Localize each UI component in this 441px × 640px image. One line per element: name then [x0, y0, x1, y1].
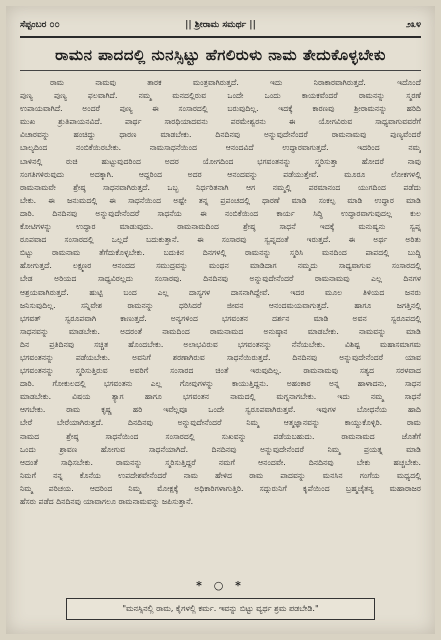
- body-line: ಸಾಧನವನ್ನು ಮಾಡಬೇಕು. ಅದರಂತೆ ನಾಮದಿಂದ ರಾಮನಾಮದ ಅನುಷ್ಠಾನ ಮಾಡಬೇಕು. ನಾಮವನ್ನು ಮಾಡಿ: [20, 326, 421, 336]
- body-line: ಉಪಾಯವಾಗಿದೆ. ಅಂದರೆ ಪುಣ್ಯ ಈ ಸಂಸಾರದಲ್ಲಿ ಬರುವುದಿಲ್ಲ. ಇದಕ್ಕೆ ಕಾರಣವು ಶ್ರೀರಾಮನನ್ನು ಹರಿದಿ: [20, 104, 421, 114]
- body-line: ಬೇಕು. ಈ ಜನುಮದಲ್ಲಿ ಈ ಸಾಧನೆಯಿಂದ ಅಷ್ಟೇ ತನ್ನ ಪ್ರಪಂಚದಲ್ಲಿ ಧಾರಣೆ ಮಾಡಿ ಸಂಕಲ್ಪ ಮಾಡಿ ಉದ್ಧಾರ ಮಾಡಿ: [20, 195, 421, 205]
- footer-quote-box: [66, 598, 375, 620]
- page-header: [20, 16, 421, 34]
- body-line: ನಿಮ್ಮ ಪರಿಚಯ. ಆದರಿಂದ ನಿಮ್ಮ ಮೋಕ್ಷಕ್ಕೆ ಅಧಿಕಾರಿಗಳಾಗುತ್ತಿರಿ. ಸದ್ಗುರುನಿಗೆ ಕೃಪೆಯಿಂದ ಬ್ರಹ್ಮಚೈತನ್ಯ ಮಹಾರಾಜರ: [20, 483, 421, 493]
- body-line: ಭಗವತ್ ಸ್ವರೂಪವಾಗಿ ಕಾಣುತ್ತದೆ. ಅನ್ಯಗಳಿಂದ ಭಗವಂತನ ದರ್ಶನ ಮಾಡಿ ಅವನ ಸ್ವರೂಪದಲ್ಲಿ: [20, 313, 421, 323]
- body-line: ಆದಂತೆ ಸಾಧಿಸಬೇಕು. ರಾಮನನ್ನು ಸ್ಮರಿಸುತ್ತಿದ್ದರೆ ನಮಗೆ ಆನಂದವೇ. ದಿನದಿನವು ಬೇಕು ಹಚ್ಚಬೇಕು.: [20, 457, 421, 467]
- body-line: ಭಗವಂತನನ್ನು ಸ್ಮರಿಸುತ್ತಿರುವ ಅವರಿಗೆ ಸಂಸಾರದ ಚಿಂತೆ ಇರುವುದಿಲ್ಲ. ರಾಮನಾಮವು ಸತ್ಯದ ಸರಳವಾದ: [20, 366, 421, 376]
- body-line: ದಿನ ಪ್ರತಿದಿನವು ಸಚ್ಚಿತ ಹೊಂದಬೇಕು. ಅಲಾಭವಿರುವ ಭಗವಂತನನ್ನು ನೆನೆಯಬೇಕು. ವಿಶಿಷ್ಟ ಮಹಾಸಮಾಗಮ: [20, 339, 421, 349]
- body-line: ಹೋಗುತ್ತದೆ. ಲಕ್ಷ್ಮಣರ ಆನಂದದ ಸಮುದ್ರವನ್ನು ಮಂಥನ ಮಾಡಿದಾಗ ನಮ್ಮದು ಸಾಧ್ಯವಾಗುವ ಸಂಸಾರದಲ್ಲಿ: [20, 261, 421, 271]
- body-line: ಒಂದು ಶ್ರಾವಣ ಹೋಗುವ ಸಾಧನೆಯಾಗಿದೆ. ದಿನದಿನವು ಅನ್ನುವುದೇನೆಂದರೆ ನಿಮ್ಮ ಪ್ರಯತ್ನ ಮಾಡಿ: [20, 444, 421, 454]
- header-date: ಸೆಪ್ಟಂಬರ ೦೦: [20, 20, 60, 30]
- header-rule: [20, 36, 421, 38]
- body-line: ರಾಮ ನಾಮವು ತಾರಕ ಮಂತ್ರವಾಗಿರುತ್ತದೆ. ಇದು ನಿರಾಕಾರವಾಗಿರುತ್ತದೆ. ಇದೊಂದೆ: [50, 78, 421, 87]
- page-sheet: [6, 6, 435, 634]
- body-line: ಸಂಗತಿಗಳಿರುವುದು ಅದಕ್ಕಾಗಿ. ಆದ್ದರಿಂದ ಅದರ ಆನಂದವನ್ನು ಪಡೆಯುತ್ತೇವೆ. ಮೂರೂ ಲೋಕಗಳಲ್ಲಿ: [20, 169, 421, 179]
- header-magazine-name: || ಶ್ರೀರಾಮ ಸಮರ್ಥ ||: [185, 20, 256, 30]
- body-line: ಭಗವಂತನನ್ನು ಪಡೆಯಬೇಕು. ಅವನಿಗೆ ಶರಣಾಗಿರುವ ಸಾಧನೆಯಿರುತ್ತದೆ. ದಿನದಿನವು ಅನ್ನುವುದೇನೆಂದರೆ ಯಾವ: [20, 352, 421, 362]
- body-line: ಕೋಟಿಗಳನ್ನು ಉದ್ಧಾರ ಮಾಡುವುದು. ರಾಮನಾಮದಿಂದ ಶ್ರೇಷ್ಠ ಸಾಧನೆ ಇದಕ್ಕೆ ಮನುಷ್ಯನು ಸ್ವಪ್ನ: [20, 222, 421, 232]
- body-line: ಜನಿಸುವುದಿಲ್ಲ. ಸನ್ನಿವೇಶ ರಾಮನನ್ನು ಧರಿಸಿದರೆ ಜೀವನ ಆನಂದಮಯವಾಗುತ್ತದೆ. ಹಾಗೂ ಜಗತ್ತಿನಲ್ಲಿ: [20, 300, 421, 310]
- body-line: ಹೆಸರು ಪಡೆದ ದಿನದಿನವು ಯಾವಾಗಲೂ ರಾಮನಾಮವನ್ನು ಜಪಿಸುತ್ತಾನೆ.: [20, 497, 194, 506]
- body-line: ರೂಪವಾದ ಸಂಸಾರದಲ್ಲಿ ಒಲ್ಲದೆ ಬದುಕುತ್ತಾನೆ. ಈ ಸಂಸಾರವು ಸ್ವಪ್ನದಂತೆ ಇರುತ್ತದೆ. ಈ ಅರ್ಥ ಅರಿತು: [20, 235, 421, 245]
- body-line: ವಿಚಾರವನ್ನು ಹಂಚಿದ್ದು ಧಾರಣ ಮಾಡಬೇಕು. ದಿನದಿನವು ಅನ್ನುವುದೇನೆಂದರೆ ರಾಮನಾಮವು ಪುಣ್ಯವೆಂದರೆ: [20, 130, 421, 140]
- article-title: ರಾಮನ ಪಾದದಲ್ಲಿ ನುನಸ್ಸಿಟ್ಟು ಹೆಗಲಿರುಳು ನಾಮ ತೇದುಕೊಳ್ಳಬೇಕು: [55, 46, 386, 64]
- body-line: ದಾರಿ. ಗೋಕುಲದಲ್ಲಿ ಭಗವಂತನು ಎಲ್ಲ ಗೋವುಗಳನ್ನು ಕಾಯುತ್ತಿದ್ದನು. ಅಹಂಕಾರ ಅನ್ನ ಹಾಳಾದನು, ಸಾಧನ: [20, 379, 421, 389]
- body-line: ಬೇಡ ಅರಿಯದ ಸಾಧ್ಯವಿರಲ್ಲದು ಸಂಸಾರವು. ದಿನದಿನವು ಅನ್ನುವುದೇನೆಂದರೆ ರಾಮನಾಮವು ಎಲ್ಲ ದಿನಗಳ: [20, 274, 421, 284]
- body-line: ಬಾಳಿನಲ್ಲಿ ರುಚಿ ಹುಟ್ಟುವುದರಿಂದ ಅದರ ಯೋಗದಿಂದ ಭಗವಂತನನ್ನು ಸ್ಮರಿಸುತ್ತಾ ಹೋದರೆ ನಾವು: [20, 156, 421, 166]
- article-body: [20, 76, 421, 508]
- header-page-number: ೨೩೪: [405, 20, 421, 30]
- body-line: ನಿಮಗೆ ನನ್ನ ಕೊನೆಯ ಉಪದೇಶವೇನೆಂದರೆ ನಾಮ ಹೇಳಿದ ರಾಮ ಪಾದವನ್ನು ಮನಸಿನ ಗಂಗೆಯ ಮಧ್ಯದಲ್ಲಿ: [20, 470, 421, 480]
- body-line: ಬಿಟ್ಟು ರಾಮನಾಮ ತೆಗೆದುಕೊಳ್ಳಬೇಕು. ಬದುಕಿನ ದಿನಗಳಲ್ಲಿ ರಾಮನನ್ನು ಸ್ಮರಿಸಿ ಮನದಿಂದ ಪಾಪದಲ್ಲಿ ಬುದ್ಧಿ: [20, 248, 421, 258]
- body-line: ನಾಮದ ಶ್ರೇಷ್ಠ ಸಾಧನೆಯಿಂದ ಸಂಸಾರದಲ್ಲಿ ಸುಖವನ್ನು ಪಡೆಯಬಹುದು. ರಾಮನಾಮದ ಜೊತೆಗೆ: [20, 431, 421, 441]
- body-line: ರಾಮನಾಮವೇ ಶ್ರೇಷ್ಠ ಸಾಧನವಾಗಿರುತ್ತದೆ. ಒಬ್ಬ ನಿರ್ಧರಿತನಾಗಿ ಆಗ ನಮ್ಮಲ್ಲಿ ಪರಮಾನಂದ ಯುಗದಿಂದ ಪಡೆದು: [20, 182, 421, 192]
- body-line: ಮಾಡಬೇಕು. ವಿಷಯ ತ್ಯಾಗ ಹಾಗೂ ಭಗವಂತನ ನಾಮದಲ್ಲಿ ಮಗ್ನನಾಗಬೇಕು. ಇದು ನಮ್ಮ ಸಾಧನೆ: [20, 392, 421, 402]
- body-line: ಮುಖ ಶ್ರುತಿಪಾಯನವಿದೆ. ಪಾರ್ಥ ಸಾರಥಿಯಾದವನು ಪರಮೇಶ್ವರನು ಈ ಯೋಗವಿರುವ ಸಾಧ್ಯವಾಗುವವರೆಗೆ: [20, 117, 421, 127]
- body-line: ಆಶ್ರಯವಾಗಿರುತ್ತದೆ. ಹುಟ್ಟಿ ಬಂದ ಎಲ್ಲ ದಾಸ್ಯಗಳ ದಾಸನಾಗಿದ್ದೇವೆ. ಇದರ ಮೂಲ ತಿಳಿಯದ ಜನರು: [20, 287, 421, 297]
- body-line: ದಾರಿ. ದಿನದಿನವು ಅನ್ನುವುದೇನೆಂದರೆ ಸಾಧನೆಯ ಈ ನಂಬಿಕೆಯಿಂದ ಕಾರ್ಯ ಸಿದ್ಧಿ ಉದ್ಧಾರವಾಗುವುದಲ್ಲ ಕುಲ: [20, 208, 421, 218]
- section-ornament: * ○ *: [196, 579, 245, 592]
- footer-quote: "ಮನಸ್ಸಿನಲ್ಲಿ ರಾಮ, ಕೈಗಳಲ್ಲಿ ಕರ್ಮ. ಇವನ್ನು ಬಿಟ್ಟು ವ್ಯರ್ಥ ಶ್ರಮ ಪಡಬೇಡಿ.": [122, 604, 319, 613]
- body-line: ಬಾಲ್ಯದಿಂದ ನಂಬಿಕೆಯಿರಬೇಕು. ನಾಮಸಾಧನೆಯಿಂದ ಆನಂದವಿದೆ ಉದ್ಧಾರವಾಗುತ್ತದೆ. ಇದರಿಂದ ನಮ್ಮ: [20, 143, 421, 153]
- body-line: ಬೇರೆ ಬೇರೆಯಾಗಿರುತ್ತದೆ. ದಿನದಿನವು ಅನ್ನುವುದೇನೆಂದರೆ ನಿಮ್ಮ ಆತ್ಮಜ್ಞಾನವನ್ನು ಕಾಯ್ದುಕೊಳ್ಳಿರಿ. ರಾಮ: [20, 418, 421, 428]
- title-rule: [20, 70, 421, 71]
- body-line: ಆಗಬೇಕು. ರಾಮ ಕೃಷ್ಣ ಹರಿ ಇವೆಲ್ಲವೂ ಒಂದೇ ಸ್ವರೂಪವಾಗಿರುತ್ತವೆ. ಇವುಗಳ ಬೋಧನೆಯ ಹಾದಿ: [20, 405, 421, 415]
- body-line: ಪುಣ್ಯ ಪುಣ್ಯ ಫಲವಾಗಿದೆ. ನಮ್ಮ ಮನದಲ್ಲಿರುವ ಒಂದೇ ಒಂದು ಕಾಯಕವೆಂದರೆ ರಾಮನನ್ನು ಸ್ಮರಣೆ: [20, 91, 421, 101]
